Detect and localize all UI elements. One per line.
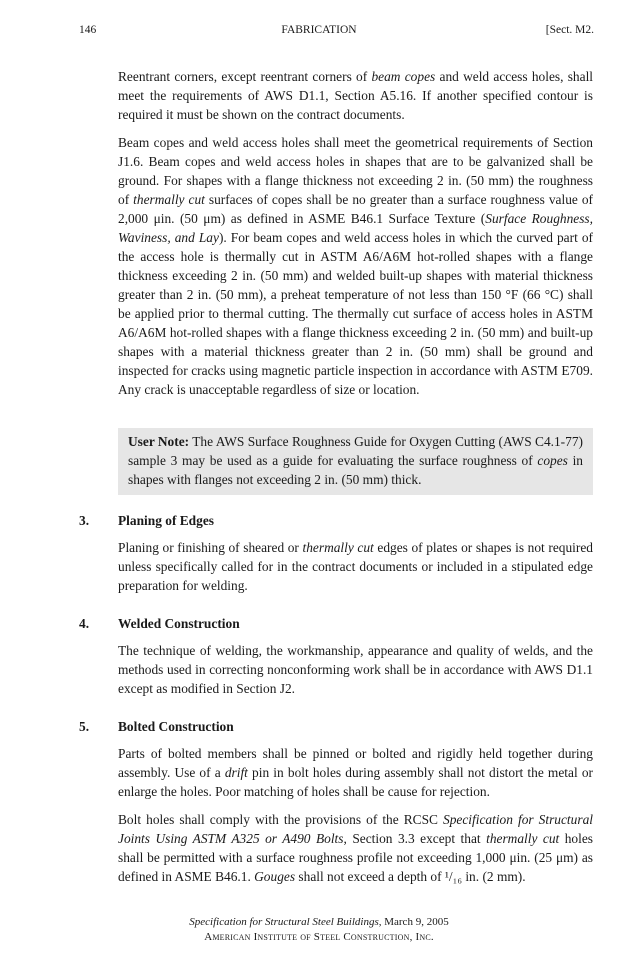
- section-number-5: 5.: [79, 719, 90, 734]
- emphasis-drift: drift: [224, 765, 248, 780]
- text-run: Bolt holes shall comply with the provisions of the RCSC: [118, 812, 444, 827]
- emphasis-thermally-cut: thermally cut: [133, 192, 205, 207]
- emphasis-thermally-cut: thermally cut: [486, 831, 560, 846]
- text-run: ). For beam copes and weld access holes in which the curved part of the access hole is thermally cut in ASTM A6/A6M hot-rolled shapes with a flange thickness exceeding 2 in. (50 mm) and welded built-up shapes with material thickness greater than 2 in. (50 mm), a preheat temperature of not less than 150 °F (66 °C) shall be applied prior to thermal cutting. The thermally cut surface of access holes in ASTM A6/A6M hot-rolled shapes with a flange thickness exceeding 2 in. (50 mm) and built-up shapes with a material thickness greater than 2 in. (50 mm) shall be ground and inspected for cracks using magnetic particle inspection in accordance with ASTM E709. Any crack is unacceptable regardless of size or location.: [118, 230, 593, 397]
- text-run: shall not exceed a depth of ¹/₁₆ in. (2 mm).: [295, 869, 526, 884]
- paragraph-planing: [118, 538, 593, 595]
- page-number: 146: [79, 24, 97, 36]
- text-run: The AWS Surface Roughness Guide for Oxygen Cutting (AWS C4.1-77) sample 3 may be used as a guide for evaluating the surface roughness of: [128, 434, 583, 468]
- user-note-label: User Note:: [128, 434, 190, 449]
- user-note-text: [118, 428, 593, 489]
- text-run: , Section 3.3 except that: [343, 831, 487, 846]
- section-heading-planing: Planing of Edges: [118, 513, 214, 528]
- text-run: Reentrant corners, except reentrant corners of: [118, 69, 372, 84]
- text-run: holes shall be permitted with a surface roughness profile not exceeding 1,000 μin. (25 μm) as defined in ASME B46.1.: [118, 831, 593, 884]
- footer-spec-title: Specification for Structural Steel Buildings,: [189, 916, 382, 928]
- text-run: edges of plates or shapes is not required unless specifically called for in the contract documents or included in a stipulated edge preparation for welding.: [118, 540, 593, 593]
- footer-specification: [0, 916, 638, 928]
- text-run: pin in bolt holes during assembly shall not distort the metal or enlarge the holes. Poor matching of holes shall be cause for rejection.: [118, 765, 593, 799]
- text-run: and weld access holes, shall meet the requirements of AWS D1.1, Section A5.16. If another specified contour is required it must be shown on the contract documents.: [118, 69, 594, 122]
- emphasis-copes: copes: [537, 453, 568, 468]
- emphasis-beam-copes: beam copes: [371, 69, 436, 84]
- text-run: Planing or finishing of sheared or: [118, 540, 303, 555]
- paragraph-reentrant-corners: [118, 67, 593, 124]
- text-run: Beam copes and weld access holes shall meet the geometrical requirements of Section J1.6. Beam copes and weld access holes in shapes that are to be galvanized shall be ground. For shapes with a flange thickness not exceeding 2 in. (50 mm) the roughness of: [118, 135, 593, 207]
- section-number-3: 3.: [79, 513, 90, 528]
- footer-publisher: American Institute of Steel Construction, Inc.: [204, 931, 434, 943]
- text-run: surfaces of copes shall be no greater than a surface roughness value of 2,000 μin. (50 μm) as defined in ASME B46.1 Surface Texture (: [118, 192, 593, 226]
- emphasis-thermally-cut: thermally cut: [302, 540, 374, 555]
- section-reference: [Sect. M2.: [545, 24, 594, 36]
- paragraph-bolted-2: [118, 810, 593, 886]
- section-number-4: 4.: [79, 616, 90, 631]
- running-title: FABRICATION: [281, 24, 357, 36]
- section-heading-bolted: Bolted Construction: [118, 719, 234, 734]
- emphasis-gouges: Gouges: [254, 869, 296, 884]
- text-run: Parts of bolted members shall be pinned or bolted and rigidly held together during assembly. Use of a: [118, 746, 593, 780]
- paragraph-welded: The technique of welding, the workmanship, appearance and quality of welds, and the methods used in correcting nonconforming work shall be in accordance with AWS D1.1 except as modified in Section J2.: [118, 643, 593, 696]
- emphasis-rcsc-specification: Specification for Structural Joints Using ASTM A325 or A490 Bolts: [118, 812, 593, 846]
- section-heading-welded: Welded Construction: [118, 616, 240, 631]
- user-note-box: [118, 428, 593, 495]
- paragraph-bolted-1: [118, 744, 593, 801]
- footer-date: March 9, 2005: [381, 916, 449, 928]
- paragraph-beam-copes: [118, 133, 593, 399]
- emphasis-surface-roughness: Surface Roughness, Waviness, and Lay: [118, 211, 593, 245]
- text-run: in shapes with flanges not exceeding 2 in. (50 mm) thick.: [128, 453, 584, 487]
